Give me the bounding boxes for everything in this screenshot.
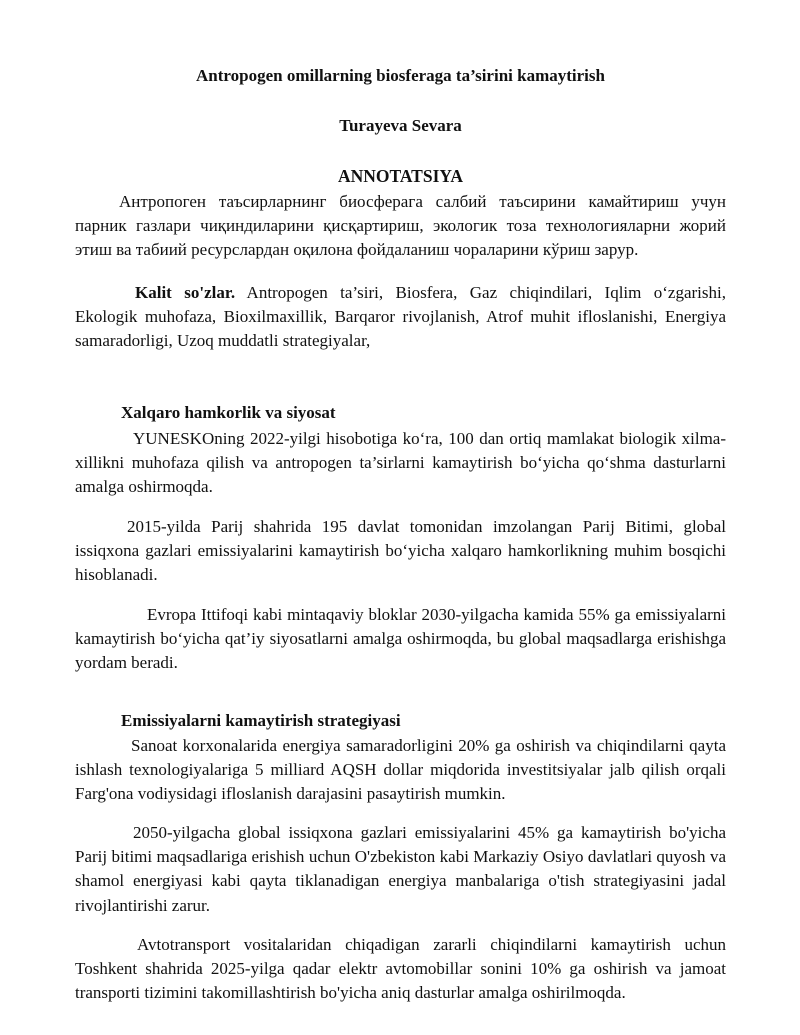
document-author: Turayeva Sevara	[339, 116, 462, 135]
section2-paragraph-2: 2050-yilgacha global issiqxona gazlari emissiyalarini 45% ga kamaytirish bo'yicha Parij bitimi maqsadlariga erishish uchun O'zbekiston kabi Markaziy Osiyo davlatlari quyosh va shamol energiyasi kabi qayta tiklanadigan energiya manbalariga o'tish strategiyasini jadal rivojlantirishi zarur.	[75, 823, 726, 915]
section1-paragraph-1: YUNESKOning 2022-yilgi hisobotiga ko‘ra, 100 dan ortiq mamlakat biologik xilma-xillikni muhofaza qilish va antropogen ta’sirlarni kamaytirish bo‘yicha qo‘shma dasturlarni amalga oshirmoqda.	[75, 429, 726, 497]
section2-paragraph-3: Avtotransport vositalaridan chiqadigan zararli chiqindilarni kamaytirish uchun Toshkent shahrida 2025-yilga qadar elektr avtomobillar sonini 10% ga oshirish va jamoat transporti tizimini takomillashtirish bo'yicha aniq dasturlar amalga oshirilmoqda.	[75, 935, 726, 1003]
section-heading-emissions: Emissiyalarni kamaytirish strategiyasi	[121, 711, 401, 730]
keywords-paragraph	[75, 281, 726, 354]
annotation-text: Антропоген таъсирларнинг биосферага салбий таъсирини камайтириш учун парник газлари чиқиндиларини қисқартириш, экологик тоза технологияларни жорий этиш ва табиий ресурслардан оқилона фойдаланиш чораларини кўриш зарур.	[75, 192, 726, 260]
keywords-label: Kalit so'zlar.	[135, 283, 236, 302]
annotation-heading: ANNOTATSIYA	[337, 166, 464, 186]
keywords-text: Antropogen ta’siri, Biosfera, Gaz chiqindilari, Iqlim o‘zgarishi, Ekologik muhofaza, Bioxilmaxillik, Barqaror rivojlanish, Atrof muhit ifloslanishi, Energiya samaradorligi, Uzoq muddatli strategiyalar,	[75, 283, 726, 351]
section1-paragraph-3: Evropa Ittifoqi kabi mintaqaviy bloklar 2030-yilgacha kamida 55% ga emissiyalarni kamaytirish bo‘yicha qat’iy siyosatlarni amalga oshirmoqda, bu global maqsadlarga erishishga yordam beradi.	[75, 605, 726, 673]
document-title: Antropogen omillarning biosferaga ta’sirini kamaytirish	[196, 66, 605, 85]
section-heading-cooperation: Xalqaro hamkorlik va siyosat	[121, 403, 336, 422]
section2-paragraph-1: Sanoat korxonalarida energiya samaradorligini 20% ga oshirish va chiqindilarni qayta ishlash texnologiyalariga 5 milliard AQSH dollar miqdorida investitsiyalar jalb qilish orqali Farg'ona vodiysidagi ifloslanish darajasini pasaytirish mumkin.	[75, 736, 726, 804]
section1-paragraph-2: 2015-yilda Parij shahrida 195 davlat tomonidan imzolangan Parij Bitimi, global issiqxona gazlari emissiyalarini kamaytirish bo‘yicha xalqaro hamkorlikning muhim bosqichi hisoblanadi.	[75, 517, 726, 585]
